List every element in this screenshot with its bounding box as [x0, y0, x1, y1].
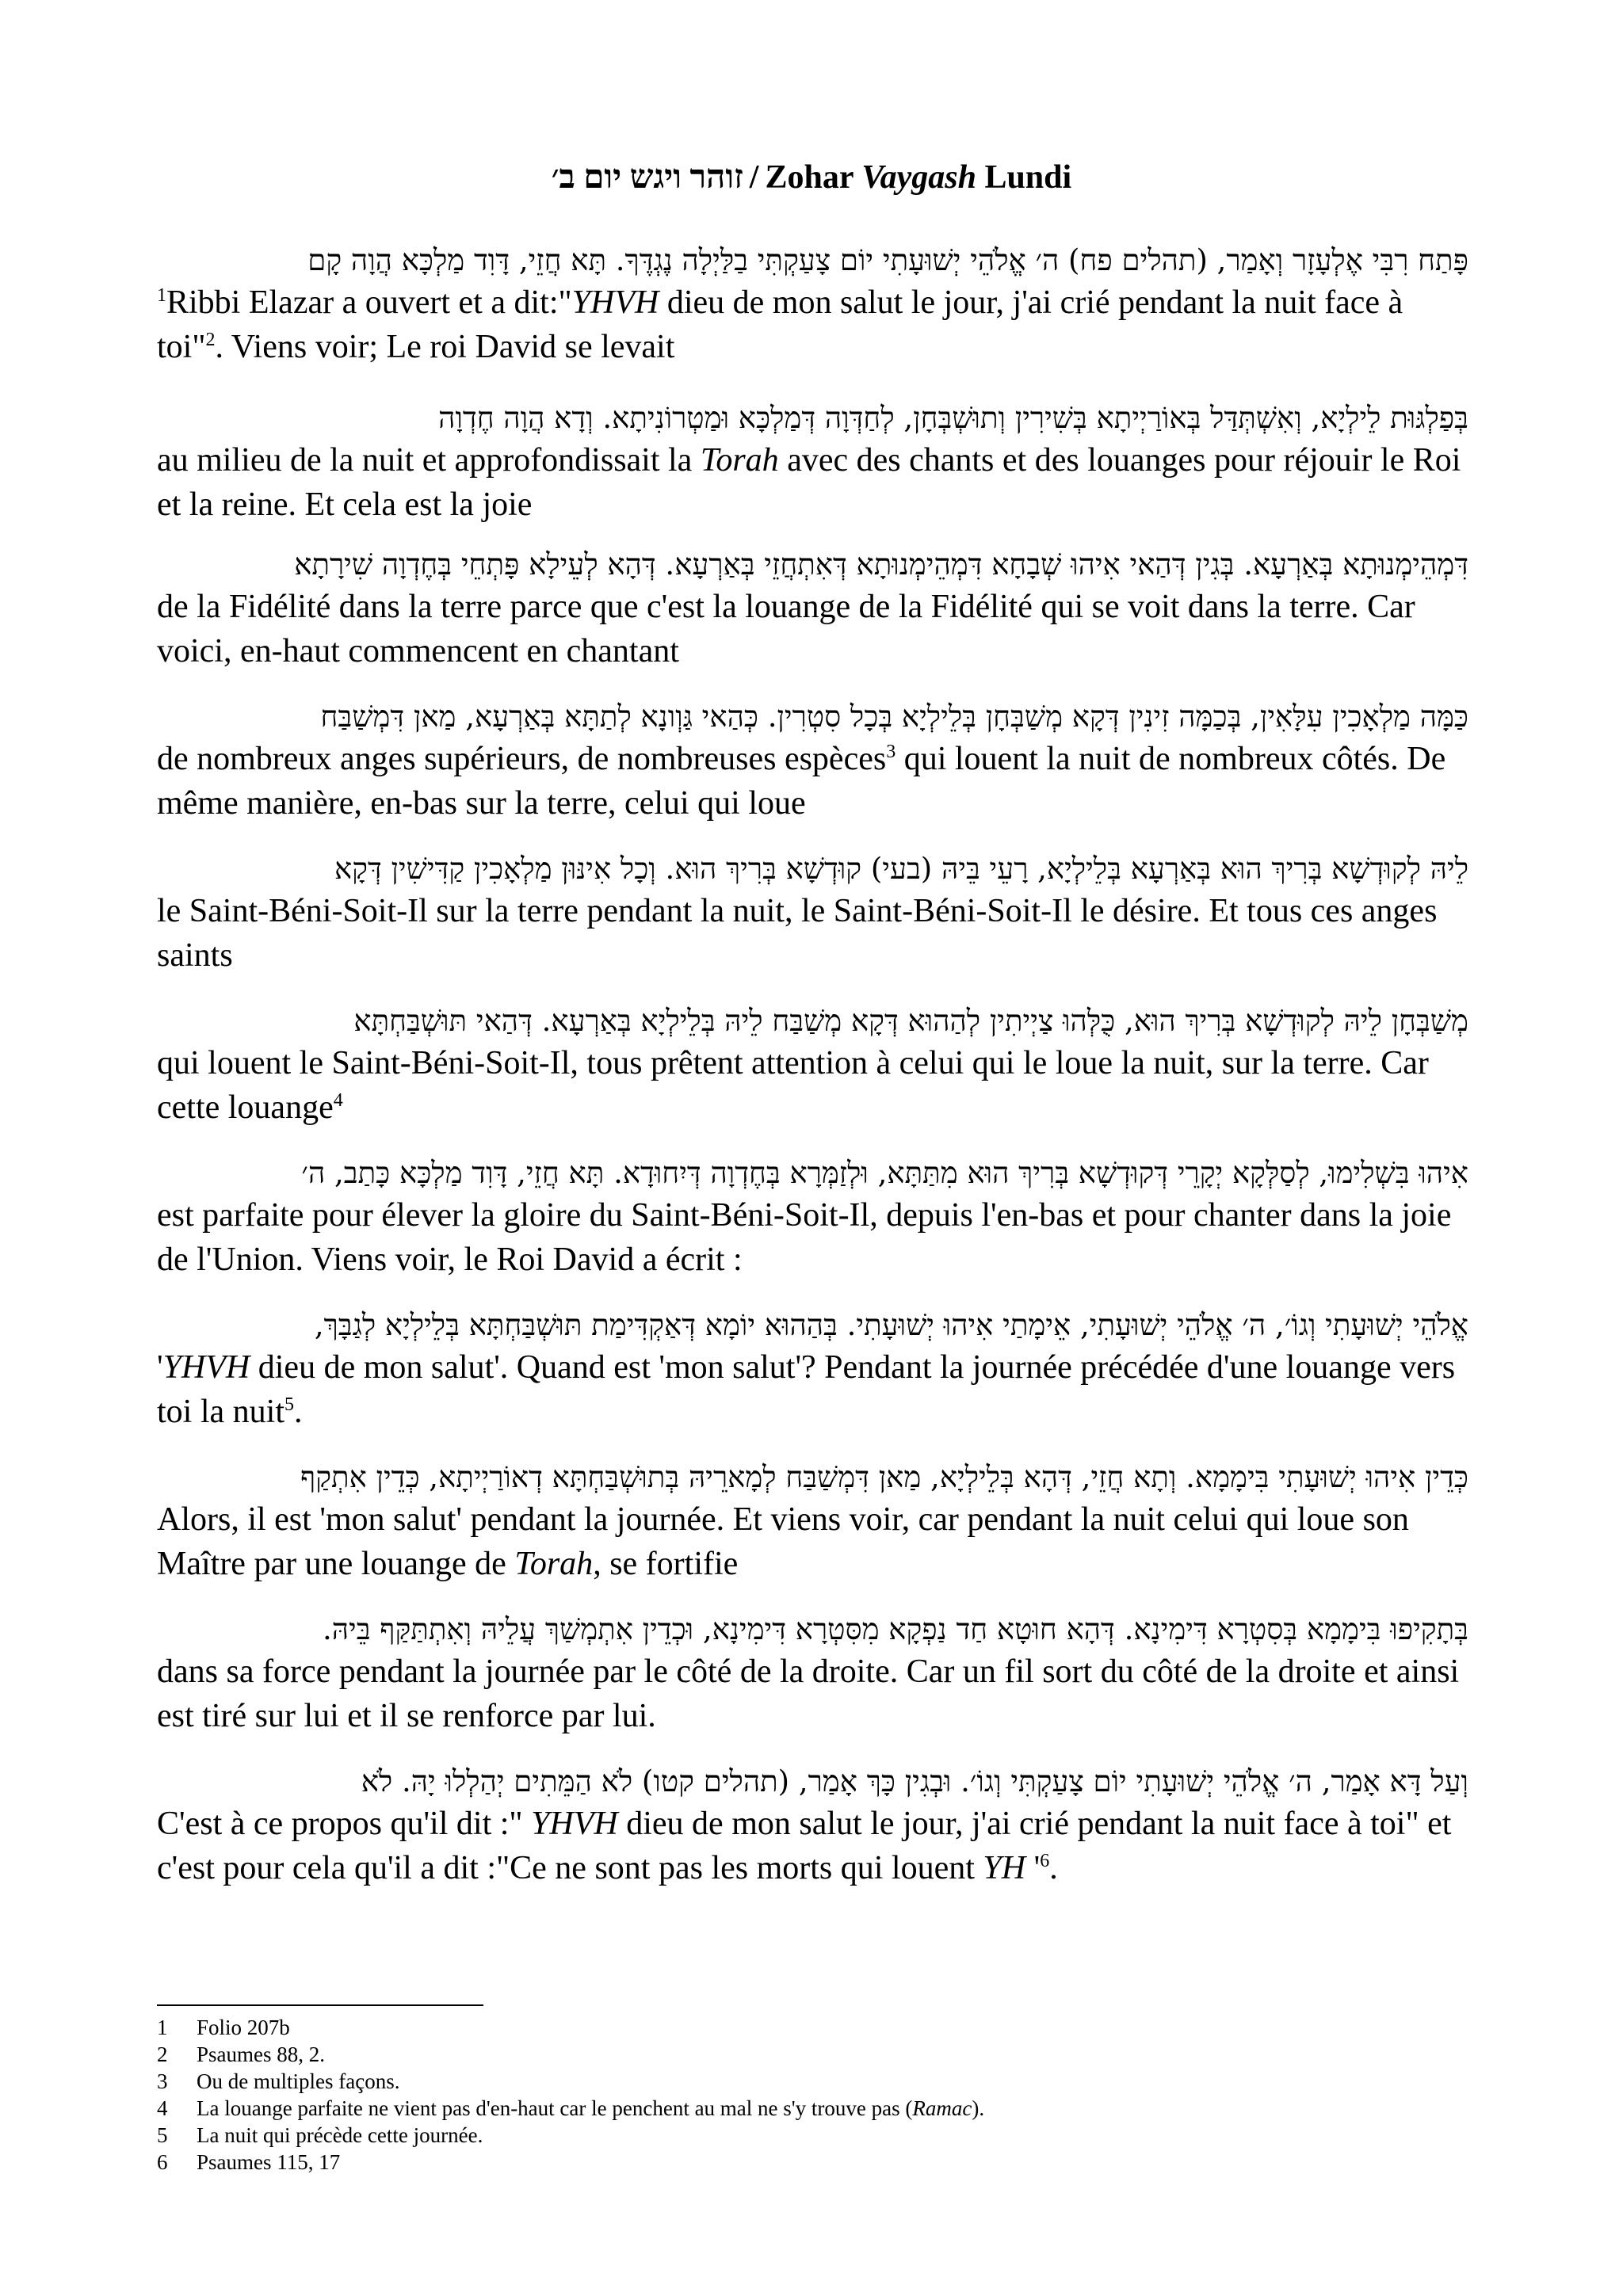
- title-hebrew: זוהר ויגש יום ב׳: [551, 159, 743, 196]
- hebrew-line: פָּתַח רִבִּי אֶלְעָזָר וְאָמַר, (תהלים פח) ה׳ אֱלֹהֵי יְשׁוּעָתִי יוֹם צָעַקְתִּי בַלַּיְלָה נֶגְדֶּךָ. תָּא חֲזֵי, דָּוִד מַלְכָּא הֲוָה קָם: [307, 243, 1468, 277]
- paragraph-8: [157, 1306, 1468, 1434]
- paragraph-3: [157, 545, 1468, 673]
- hebrew-line: בְּפַלְגּוּת לֵילְיָא, וְאִשְׁתְּדַּל בְּאוֹרַיְיתָא בְּשִׁירִין וְתוּשְׁבְּחָן, לְחַדְּוָה דְּמַלְכָּא וּמַטְרוֹנִיתָא. וְדָא הֲוָה חֶדְוָה: [438, 401, 1468, 435]
- footnote-item: 5 La nuit qui précède cette journée.: [157, 2123, 483, 2147]
- hebrew-line: דִּמְהֵימְנוּתָא בְּאַרְעָא. בְּגִין דְּהַאי אִיהוּ שְׁבָחָא דִּמְהֵימְנוּתָא דְּאִתְחֲזֵי בְּאַרְעָא. דְּהָא לְעֵילָא פָּתְחֵי בְּחֶדְוָה שִׁירָתָא: [294, 547, 1468, 582]
- paragraph-2: [157, 399, 1468, 527]
- footnote-item: 4 La louange parfaite ne vient pas d'en-haut car le penchent au mal ne s'y trouve pas (Ramac).: [157, 2096, 985, 2120]
- paragraph-9: [157, 1458, 1468, 1586]
- paragraph-6: [157, 1001, 1468, 1130]
- title-zohar: Zohar: [765, 159, 854, 196]
- hebrew-line: אֱלֹהֵי יְשׁוּעָתִי וְגוֹ׳, ה׳ אֱלֹהֵי יְשׁוּעָתִי, אֵימָתַי אִיהוּ יְשׁוּעָתִי. בְּהַהוּא יוֹמָא דְּאַקְדִּימַת תּוּשְׁבַּחְתָּא בְּלֵילְיָא לְגַבָּךְ,: [314, 1308, 1468, 1342]
- french-translation: de la Fidélité dans la terre parce que c'est la louange de la Fidélité qui se voit dans la terre. Car voici, en-haut commencent en chantant: [157, 589, 1415, 669]
- paragraph-11: [157, 1762, 1468, 1890]
- paragraph-1: [157, 241, 1468, 369]
- footnote-ref[interactable]: 1: [157, 285, 166, 306]
- paragraph-5: [157, 849, 1468, 978]
- footnote-ref[interactable]: 4: [333, 1090, 343, 1111]
- hebrew-line: אִיהוּ בִּשְׁלִימוּ, לְסַלְּקָא יְקָרֵי דְּקוּדְשָׁא בְּרִיךְ הוּא מִתַּתָּא, וּלְזַמְּרָא בְּחֶדְוָה דְּיִחוּדָא. תָּא חֲזֵי, דָּוִד מַלְכָּא כָּתַב, ה׳: [301, 1156, 1468, 1190]
- french-translation: qui louent le Saint-Béni-Soit-Il, tous prêtent attention à celui qui le loue la nuit, sur la terre. Car cette louange$^4$: [157, 1045, 1429, 1126]
- hebrew-line: כַּמָּה מַלְאָכִין עִלָּאִין, בְּכַמָּה זִינִין דְּקָא מְשַׁבְּחָן בְּלֵילְיָא בְּכָל סִטְרִין. כְּהַאי גַּוְונָא לְתַתָּא בְּאַרְעָא, מַאן דִּמְשַׁבַּח: [320, 700, 1468, 734]
- french-translation: 'YHVH dieu de mon salut'. Quand est 'mon salut'? Pendant la journée précédée d'une louange vers toi la nuit$^5$.: [157, 1349, 1456, 1430]
- hebrew-line: לֵיהּ לְקוּדְשָׁא בְּרִיךְ הוּא בְּאַרְעָא בְּלֵילְיָא, רָעֵי בֵּיהּ (בעי) קוּדְשָׁא בְּרִיךְ הוּא. וְכָל אִינּוּן מַלְאָכִין קַדִּישִׁין דְּקָא: [334, 852, 1468, 886]
- footnotes: [157, 2014, 1468, 2176]
- paragraph-4: [157, 697, 1468, 826]
- french-translation: le Saint-Béni-Soit-Il sur la terre pendant la nuit, le Saint-Béni-Soit-Il le désire. Et tous ces anges saints: [157, 893, 1438, 974]
- hebrew-line: בְּתָקִיפוּ בִּימָמָא בְּסִטְרָא דִּימִינָא. דְּהָא חוּטָא חַד נַפְקָא מִסִּטְרָא דִּימִינָא, וּכְדֵין אִתְמְשַׁךְ עֲלֵיהּ וְאִתְתַּקַּף בֵּיהּ.: [322, 1612, 1468, 1646]
- footnote-item: 3 Ou de multiples façons.: [157, 2069, 400, 2093]
- hebrew-line: כְּדֵין אִיהוּ יְשׁוּעָתִי בִּימָמָא. וְתָא חֲזֵי, דְּהָא בְּלֵילְיָא, מַאן דִּמְשַׁבַּח לְמָארֵיהּ בְּתוּשְׁבַּחְתָּא דְאוֹרַיְיתָא, כְּדֵין אִתְקַף: [300, 1460, 1468, 1494]
- page-title: [0, 155, 1623, 200]
- title-day: Lundi: [984, 159, 1072, 196]
- french-translation: de nombreux anges supérieurs, de nombreuses espèces$^3$ qui louent la nuit de nombreux côtés. De même manière, en-bas sur la terre, celui qui loue: [157, 741, 1446, 822]
- footnote-ref[interactable]: 6: [1040, 1851, 1050, 1871]
- footnote-item: 6 Psaumes 115, 17: [157, 2150, 341, 2174]
- french-translation: au milieu de la nuit et approfondissait la Torah avec des chants et des louanges pour réjouir le Roi et la reine. Et cela est la joie: [157, 442, 1461, 523]
- hebrew-line: מְשַׁבְּחָן לֵיהּ לְקוּדְשָׁא בְּרִיךְ הוּא, כֻּלְּהוּ צַיְיתִין לְהַהוּא דְּקָא מְשַׁבַּח לֵיהּ בְּלֵילְיָא בְּאַרְעָא. דְּהַאי תּוּשְׁבַּחְתָּא: [353, 1004, 1468, 1038]
- title-separator: /: [749, 159, 759, 196]
- footnote-ref[interactable]: 5: [285, 1394, 294, 1415]
- hebrew-line: וְעַל דָּא אָמַר, ה׳ אֱלֹהֵי יְשׁוּעָתִי יוֹם צָעַקְתִּי וְגוֹ׳. וּבְגִין כָּךְ אָמַר, (תהלים קטו) לֹא הַמֵּתִים יְהַלְלוּ יָהּ. לֹא: [361, 1764, 1468, 1798]
- french-translation: $^1$Ribbi Elazar a ouvert et a dit:"YHVH dieu de mon salut le jour, j'ai crié pendant la nuit face à toi"$^2$. Viens voir; Le roi David se levait: [157, 284, 1403, 365]
- footnote-ref[interactable]: 2: [205, 330, 216, 350]
- footnote-separator: [157, 2004, 483, 2006]
- french-translation: C'est à ce propos qu'il dit :" YHVH dieu de mon salut le jour, j'ai crié pendant la nuit face à toi" et c'est pour cela qu'il a dit :"Ce ne sont pas les morts qui louent YH '$^6$.: [157, 1806, 1452, 1886]
- footnote-ref[interactable]: 3: [886, 742, 896, 762]
- french-translation: est parfaite pour élever la gloire du Saint-Béni-Soit-Il, depuis l'en-bas et pour chanter dans la joie de l'Union. Viens voir, le Roi David a écrit :: [157, 1197, 1452, 1278]
- title-parasha: Vaygash: [861, 159, 976, 196]
- footnote-item: 1 Folio 207b: [157, 2016, 290, 2039]
- french-translation: Alors, il est 'mon salut' pendant la journée. Et viens voir, car pendant la nuit celui qui loue son Maître par une louange de Torah, se fortifie: [157, 1501, 1409, 1582]
- french-translation: dans sa force pendant la journée par le côté de la droite. Car un fil sort du côté de la droite et ainsi est tiré sur lui et il se renforce par lui.: [157, 1653, 1460, 1734]
- footnote-item: 2 Psaumes 88, 2.: [157, 2042, 325, 2066]
- paragraph-10: [157, 1610, 1468, 1738]
- paragraph-7: [157, 1154, 1468, 1282]
